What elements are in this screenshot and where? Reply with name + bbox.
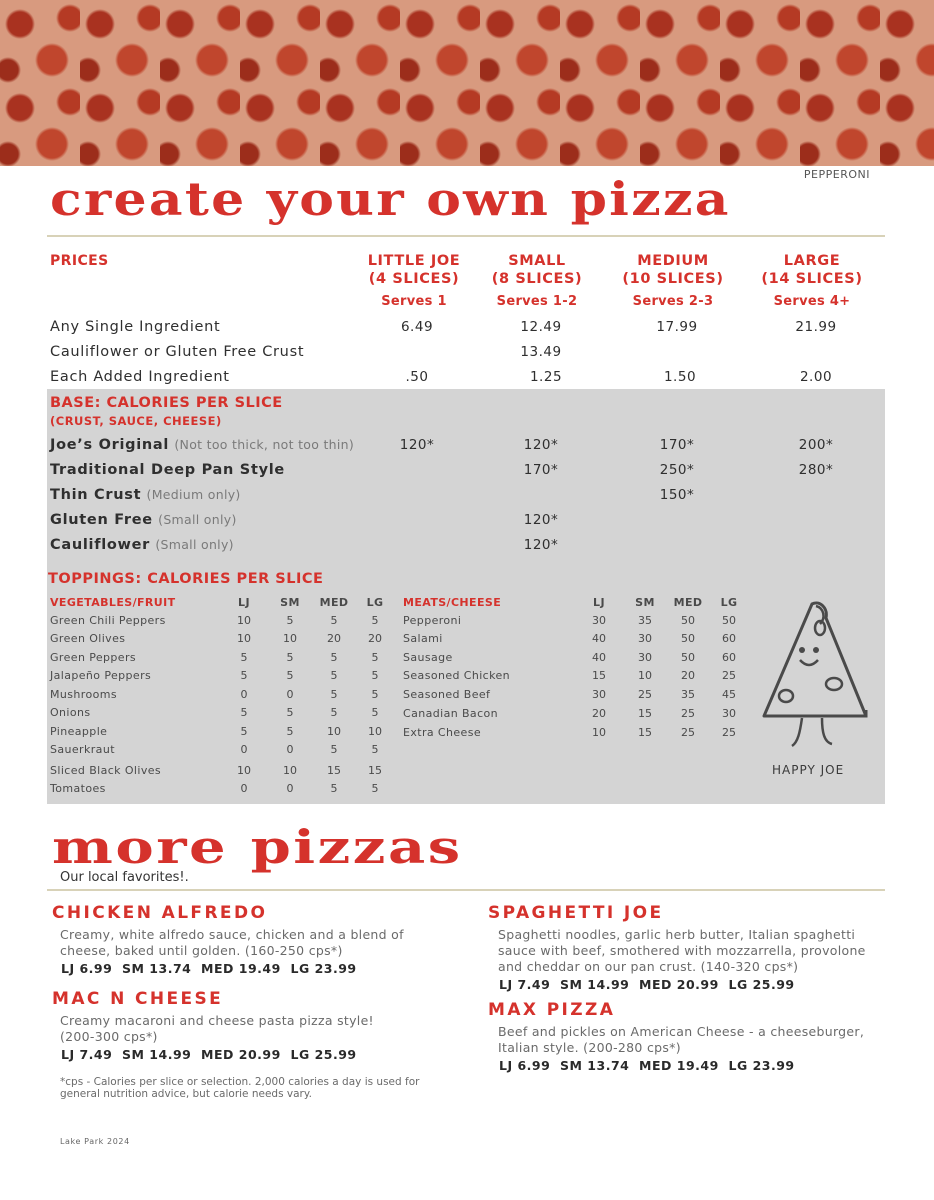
topping-name: Mushrooms [50,688,117,701]
calorie-footnote: *cps - Calories per slice or selection. 2,000 calories a day is used for general nutrition advice, but calorie needs vary. [60,1076,420,1100]
calorie-value: 120* [523,512,559,528]
pizza-prices: LJ 6.99 SM 13.74 MED 19.49 LG 23.99 [499,1058,795,1073]
topping-calories: 30 [592,688,606,701]
topping-name: Pepperoni [403,614,462,627]
price-row-label: Any Single Ingredient [50,319,221,335]
topping-name: Green Olives [50,632,126,645]
crust-note: (Small only) [155,537,234,552]
base-calories-header: BASE: CALORIES PER SLICE [50,395,283,411]
pizza-card-mac-n-cheese [52,989,452,1062]
size-header-small [477,252,597,288]
topping-calories: 25 [681,726,695,739]
price-value: 17.99 [656,319,698,335]
size-slices: (10 SLICES) [622,271,724,287]
crust-name: Cauliflower [50,537,151,553]
topping-calories: 0 [240,782,248,795]
pizza-description: Creamy macaroni and cheese pasta pizza style! (200-300 cps*) [60,1013,374,1044]
topping-calories: 30 [722,707,736,720]
serves-little-joe: Serves 1 [381,294,447,309]
topping-calories: 30 [638,651,652,664]
size-name: LITTLE JOE [367,253,461,269]
topping-calories: 5 [371,743,379,756]
crust-note: (Medium only) [146,487,241,502]
topping-calories: 50 [681,614,695,627]
topping-name: Sauerkraut [50,743,115,756]
topping-calories: 5 [286,651,294,664]
price-value: 6.49 [400,319,434,335]
calorie-value: 120* [523,437,559,453]
topping-calories: 30 [638,632,652,645]
pizza-name: MAX PIZZA [488,1000,616,1020]
pizza-name: MAC N CHEESE [52,989,224,1009]
topping-calories: 10 [592,726,606,739]
topping-calories: 0 [286,743,294,756]
toppings-calories-header: TOPPINGS: CALORIES PER SLICE [48,571,324,587]
price-value: .50 [405,369,429,385]
topping-calories: 45 [722,688,736,701]
pizza-card-spaghetti-joe [488,903,888,992]
base-row-label [50,437,354,453]
topping-calories: 5 [330,743,338,756]
topping-calories: 20 [592,707,606,720]
pizza-prices: LJ 6.99 SM 13.74 MED 19.49 LG 23.99 [61,961,357,976]
serves-small: Serves 1-2 [496,294,578,309]
col-med: MED [673,596,703,609]
col-lg: LG [720,596,738,609]
topping-calories: 15 [368,764,382,777]
topping-calories: 20 [368,632,382,645]
col-lg: LG [366,596,384,609]
topping-calories: 5 [371,688,379,701]
calorie-value: 280* [798,462,834,478]
footer-location: Lake Park 2024 [60,1137,130,1146]
topping-calories: 5 [330,688,338,701]
topping-calories: 5 [240,651,248,664]
calorie-value: 170* [659,437,695,453]
title-divider [47,235,885,237]
col-lj: LJ [593,596,605,609]
col-lj: LJ [238,596,250,609]
price-value: 2.00 [799,369,833,385]
vegetables-header: VEGETABLES/FRUIT [50,596,176,609]
topping-calories: 5 [286,706,294,719]
calorie-value: 170* [523,462,559,478]
base-row-label [50,537,234,553]
crust-name: Traditional Deep Pan Style [50,462,285,478]
calorie-value: 150* [659,487,695,503]
topping-calories: 5 [371,782,379,795]
price-value: 1.25 [529,369,563,385]
price-value: 12.49 [520,319,562,335]
topping-calories: 40 [592,632,606,645]
hero-pepperoni-image [0,0,934,166]
topping-calories: 10 [638,669,652,682]
topping-name: Tomatoes [50,782,106,795]
base-row-label [50,487,241,503]
size-slices: (8 SLICES) [491,271,583,287]
calorie-value: 120* [399,437,435,453]
topping-calories: 5 [286,614,294,627]
size-name: MEDIUM [637,253,709,269]
topping-calories: 25 [722,669,736,682]
price-value: 13.49 [520,344,562,360]
crust-note: (Not too thick, not too thin) [174,437,355,452]
calorie-value: 120* [523,537,559,553]
pizza-prices: LJ 7.49 SM 14.99 MED 20.99 LG 25.99 [499,977,795,992]
topping-calories: 0 [286,688,294,701]
topping-calories: 0 [286,782,294,795]
mascot-caption: HAPPY JOE [772,763,845,777]
topping-calories: 50 [722,614,736,627]
tagline: Our local favorites!. [60,870,189,885]
topping-calories: 5 [240,725,248,738]
size-header-medium [613,252,733,288]
topping-name: Onions [50,706,91,719]
size-slices: (14 SLICES) [761,271,863,287]
topping-calories: 20 [327,632,341,645]
topping-calories: 5 [371,706,379,719]
topping-calories: 15 [327,764,341,777]
topping-name: Green Peppers [50,651,137,664]
price-row-label: Each Added Ingredient [50,369,230,385]
more-divider [47,889,885,891]
pizza-name: SPAGHETTI JOE [488,903,664,923]
pizza-card-max-pizza [488,1000,888,1073]
serves-medium: Serves 2-3 [632,294,714,309]
crust-name: Thin Crust [50,487,142,503]
topping-name: Extra Cheese [403,726,482,739]
topping-name: Seasoned Beef [403,688,491,701]
topping-calories: 20 [681,669,695,682]
topping-calories: 35 [638,614,652,627]
topping-calories: 10 [283,632,297,645]
topping-calories: 60 [722,632,736,645]
topping-calories: 5 [286,669,294,682]
topping-calories: 5 [371,651,379,664]
crust-note: (Small only) [158,512,237,527]
topping-calories: 25 [681,707,695,720]
topping-calories: 10 [237,614,251,627]
topping-calories: 5 [371,614,379,627]
topping-calories: 40 [592,651,606,664]
meats-header: MEATS/CHEESE [403,596,502,609]
topping-calories: 15 [638,726,652,739]
topping-calories: 5 [330,706,338,719]
topping-calories: 10 [368,725,382,738]
topping-calories: 5 [371,669,379,682]
topping-calories: 50 [681,651,695,664]
calorie-value: 250* [659,462,695,478]
base-calories-subheader: (CRUST, SAUCE, CHEESE) [50,414,222,428]
topping-calories: 5 [330,782,338,795]
topping-calories: 10 [283,764,297,777]
pizza-card-chicken-alfredo [52,903,452,976]
more-pizzas-title: more pizzas [52,820,463,874]
page-title: create your own pizza [50,172,731,226]
base-row-label [50,462,285,478]
topping-name: Jalapeño Peppers [50,669,152,682]
topping-calories: 10 [237,632,251,645]
pizza-description: Spaghetti noodles, garlic herb butter, Italian spaghetti sauce with beef, smothered with mozzarrella, provolone and cheddar on our pan crust. (140-320 cps*) [498,927,866,974]
topping-name: Salami [403,632,443,645]
topping-name: Green Chili Peppers [50,614,166,627]
happy-joe-mascot-icon [756,598,878,758]
serves-large: Serves 4+ [773,294,851,309]
col-sm: SM [635,596,655,609]
topping-calories: 5 [240,669,248,682]
base-row-label [50,512,237,528]
pizza-description: Beef and pickles on American Cheese - a cheeseburger, Italian style. (200-280 cps*) [498,1024,865,1055]
topping-calories: 50 [681,632,695,645]
topping-calories: 0 [240,743,248,756]
topping-calories: 5 [330,651,338,664]
col-med: MED [319,596,349,609]
crust-name: Joe’s Original [50,437,170,453]
topping-calories: 60 [722,651,736,664]
size-name: LARGE [783,253,841,269]
topping-name: Sausage [403,651,453,664]
crust-name: Gluten Free [50,512,153,528]
pizza-prices: LJ 7.49 SM 14.99 MED 20.99 LG 25.99 [61,1047,357,1062]
size-header-little-joe [354,252,474,288]
topping-calories: 15 [638,707,652,720]
size-slices: (4 SLICES) [368,271,460,287]
pizza-name: CHICKEN ALFREDO [52,903,268,923]
topping-name: Sliced Black Olives [50,764,162,777]
topping-calories: 35 [681,688,695,701]
price-value: 21.99 [795,319,837,335]
topping-calories: 5 [330,614,338,627]
topping-name: Canadian Bacon [403,707,499,720]
topping-calories: 15 [592,669,606,682]
topping-calories: 10 [327,725,341,738]
topping-calories: 5 [330,669,338,682]
size-name: SMALL [508,253,566,269]
topping-calories: 5 [286,725,294,738]
topping-calories: 10 [237,764,251,777]
calorie-value: 200* [798,437,834,453]
prices-header: PRICES [50,253,109,269]
topping-calories: 5 [240,706,248,719]
topping-calories: 0 [240,688,248,701]
hero-label: PEPPERONI [803,168,870,181]
pizza-description: Creamy, white alfredo sauce, chicken and a blend of cheese, baked until golden. (160-250 cps*) [60,927,404,958]
topping-calories: 25 [722,726,736,739]
col-sm: SM [280,596,300,609]
topping-name: Seasoned Chicken [403,669,511,682]
price-row-label: Cauliflower or Gluten Free Crust [50,344,305,360]
topping-calories: 30 [592,614,606,627]
size-header-large [752,252,872,288]
topping-calories: 25 [638,688,652,701]
price-value: 1.50 [663,369,697,385]
topping-name: Pineapple [50,725,108,738]
